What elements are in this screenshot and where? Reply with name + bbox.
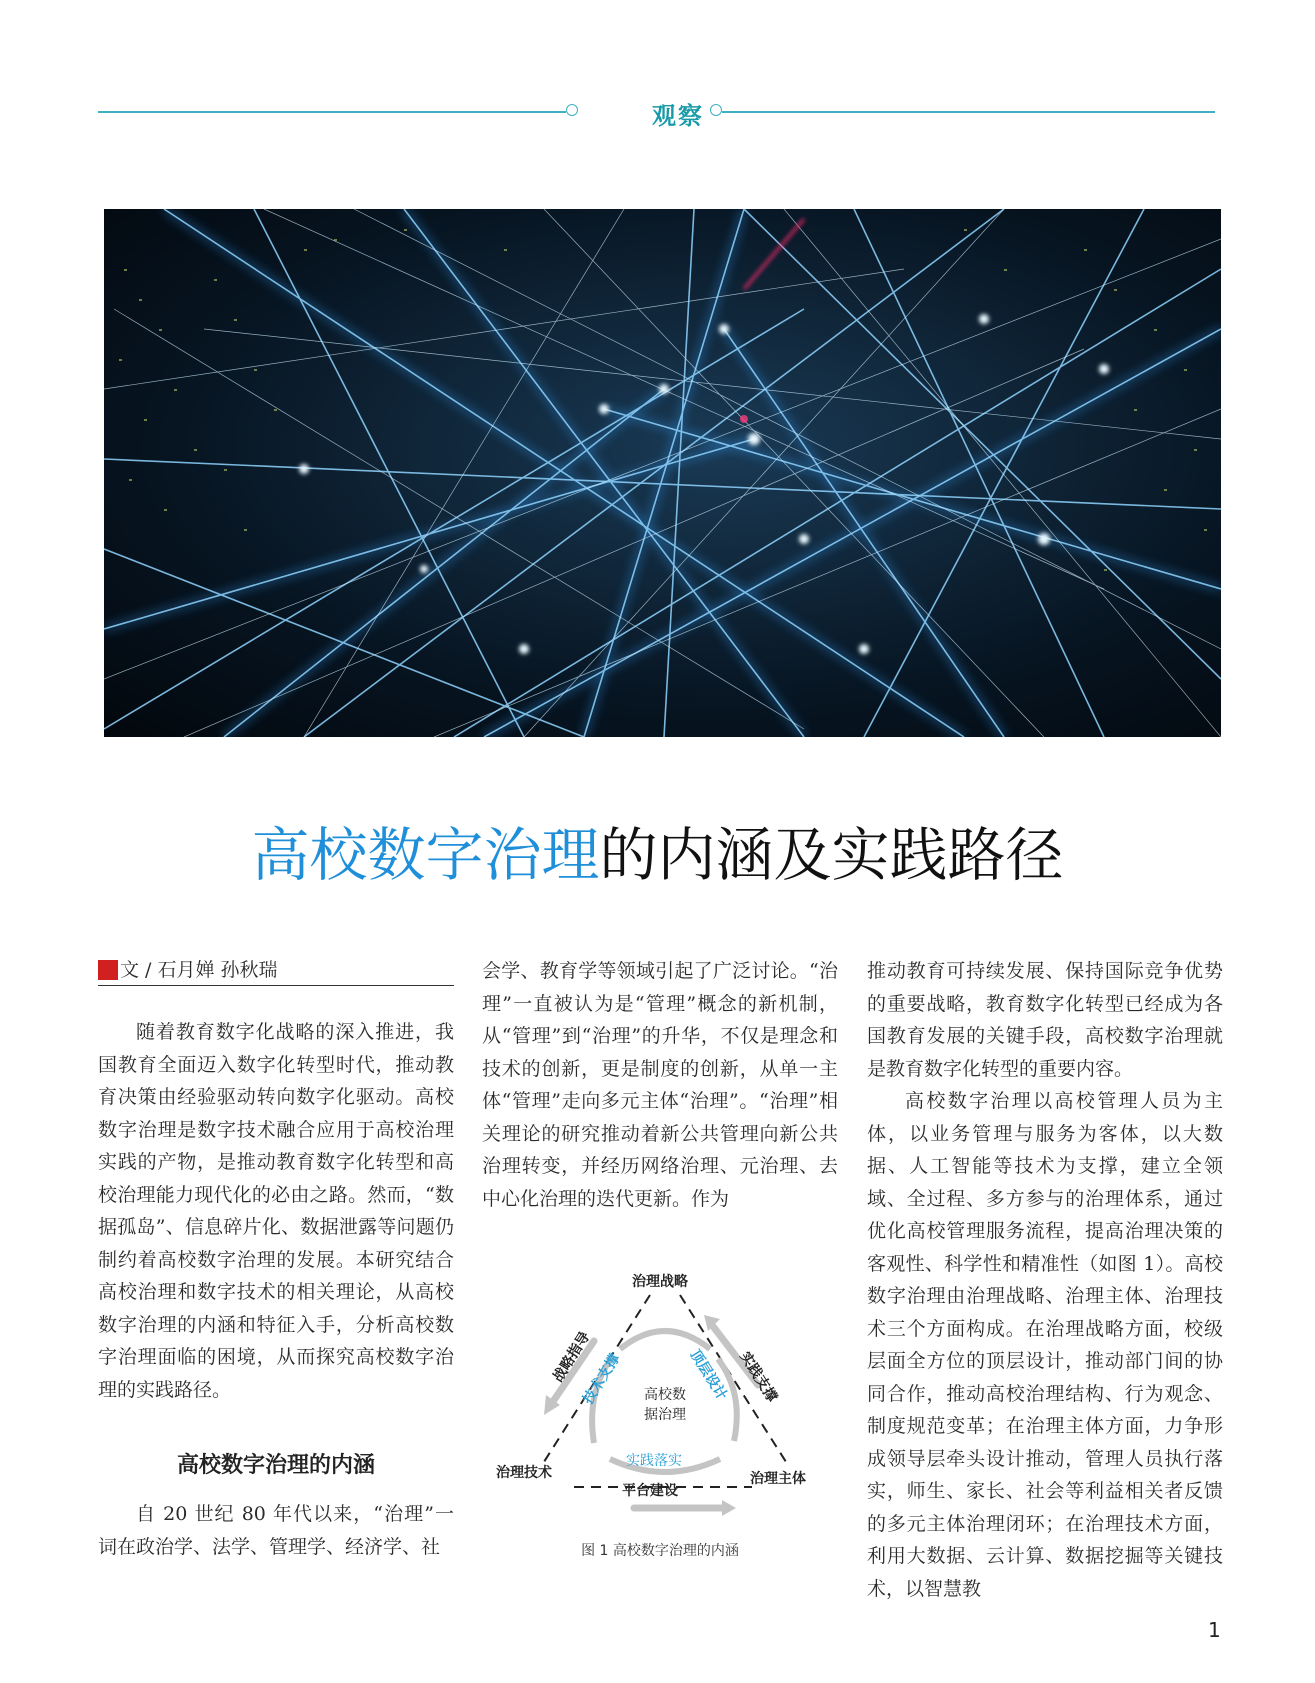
byline-text: 文 / 石月婵 孙秋瑞 [120, 959, 278, 981]
article-title-rest: 的内涵及实践路径 [599, 821, 1064, 889]
header-circle-right [710, 104, 722, 116]
figure-label-left: 治理技术 [496, 1465, 552, 1481]
article-title [0, 808, 1315, 892]
intro-paragraph: 随着教育数字化战略的深入推进，我国教育全面迈入数字化转型时代，推动教育决策由经验驱动转向数字化驱动。高校数字治理是数字技术融合应用于高校治理实践的产物，是推动教育数字化转型和高校治理能力现代化的必由之路。然而，“数据孤岛”、信息碎片化、数据泄露等问题仍制约着高校数字治理的发展。本研究结合高校治理和数字技术的相关理论，从高校数字治理的内涵和特征入手，分析高校数字治理面临的困境，从而探究高校数字治理的实践路径。 [98, 1021, 454, 1401]
body-paragraph-3: 推动教育可持续发展、保持国际竞争优势的重要战略，教育数字化转型已经成为各国教育发展的关键手段，高校数字治理就是教育数字化转型的重要内容。 [867, 960, 1223, 1080]
section-header [98, 96, 1215, 130]
byline [98, 955, 454, 986]
section-heading: 高校数字治理的内涵 [176, 1453, 375, 1478]
page-number: 1 [1208, 1618, 1221, 1642]
column-1 [98, 955, 454, 1563]
figure-label-bottom: 平台建设 [622, 1483, 678, 1499]
figure-label-outer-left: 战略指导 [550, 1329, 594, 1386]
figure-label-right: 治理主体 [750, 1471, 806, 1487]
article-title-highlight: 高校数字治理 [251, 821, 600, 889]
body-paragraph-4: 高校数字治理以高校管理人员为主体，以业务管理与服务为客体，以大数据、人工智能等技术为支撑，建立全领域、全过程、多方参与的治理体系，通过优化高校管理服务流程，提高治理决策的客观性、科学性和精准性（如图 1）。高校数字治理由治理战略、治理主体、治理技术三个方面构成。在治理战略方面，校级层面全方位的顶层设计，推动部门间的协同合作，推动高校治理结构、行为观念、制度规范变革；在治理主体方面，力争形成领导层牵头设计推动，管理人员执行落实，师生、家长、社会等利益相关者反馈的多元主体治理闭环；在治理技术方面，利用大数据、云计算、数据挖掘等关键技术，以智慧教 [867, 1090, 1223, 1600]
section-label: 观察 [652, 102, 704, 130]
figure-label-inner-right: 顶层设计 [686, 1347, 730, 1404]
hero-image [104, 209, 1221, 737]
header-line-left [98, 111, 566, 113]
header-line-right [722, 111, 1215, 113]
figure-center-line2: 据治理 [644, 1407, 686, 1423]
header-circle-left [566, 104, 578, 116]
figure-label-outer-right: 实践支撑 [736, 1349, 780, 1406]
figure-label-inner-left: 技术支撑 [580, 1351, 624, 1408]
body-paragraph-2: 会学、教育学等领域引起了广泛讨论。“治理”一直被认为是“管理”概念的新机制，从“管理”到“治理”的升华，不仅是理念和技术的创新，更是制度的创新，从单一主体“管理”走向多元主体“治理”。“治理”相关理论的研究推动着新公共管理向新公共治理转变，并经历网络治理、元治理、去中心化治理的迭代更新。作为 [482, 960, 838, 1210]
column-2 [482, 955, 838, 1563]
figure-center-line1: 高校数 [644, 1387, 686, 1403]
byline-marker [98, 960, 118, 980]
figure-label-inner-bottom: 实践落实 [626, 1453, 682, 1469]
body-paragraph-1: 自 20 世纪 80 年代以来，“治理”一词在政治学、法学、管理学、经济学、社 [98, 1503, 454, 1558]
figure-caption: 图 1 高校数字治理的内涵 [581, 1543, 739, 1559]
figure-label-top: 治理战略 [632, 1274, 688, 1290]
column-3 [867, 955, 1223, 1605]
figure-1 [482, 1253, 838, 1563]
